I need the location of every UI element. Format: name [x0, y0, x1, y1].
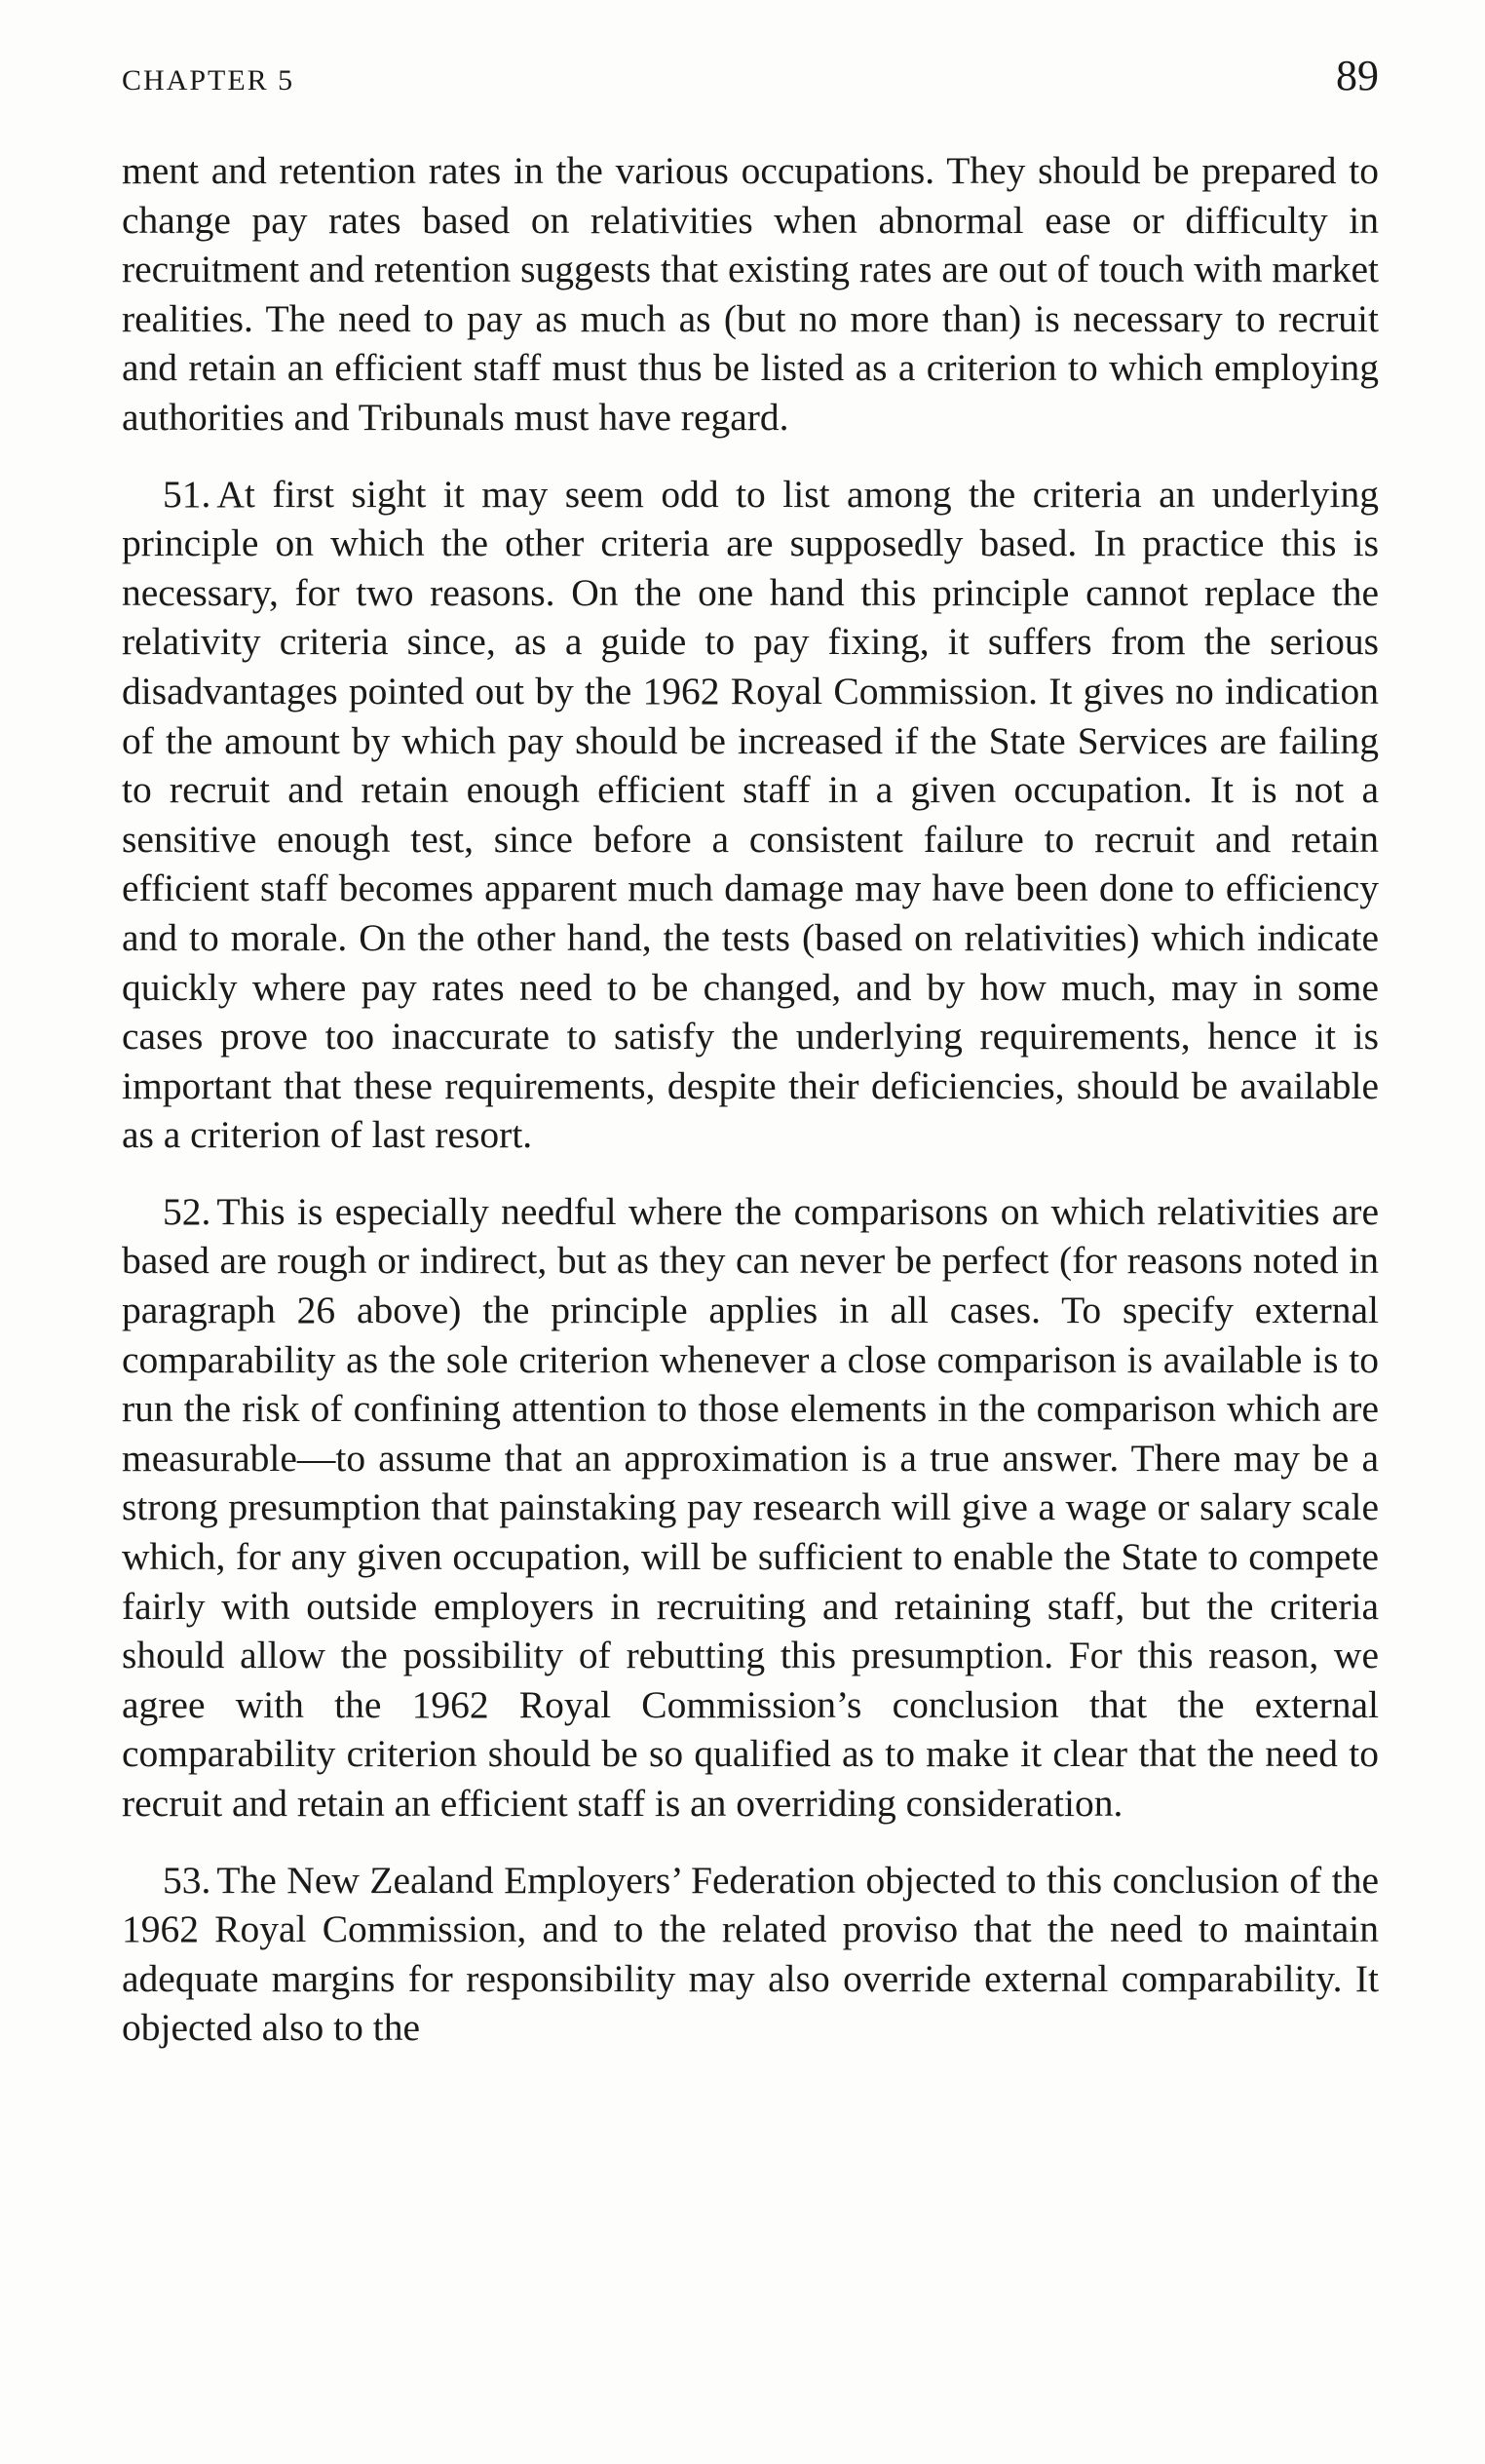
chapter-label: CHAPTER 5 — [122, 64, 295, 96]
paragraph-number: 53. — [163, 1858, 211, 1902]
paragraph-text: ment and retention rates in the various occupations. They should be prepared to change pay rates based on relativities when abnormal ease or difficulty in recruitment and retention suggests that existing rates are out of touch with market realities. The need to pay as much as (but no more than) is necessary to recruit and retain an efficient staff must thus be listed as a criterion to which employing authorities and Tribunals must have regard. — [122, 149, 1379, 439]
paragraph-number: 52. — [163, 1189, 211, 1233]
paragraph-text: At first sight it may seem odd to list among the criteria an underlying principle on which the other criteria are supposedly based. In practice this is necessary, for two reasons. On the one hand this principle cannot replace the relativity criteria since, as a guide to pay fixing, it suffers from the serious disadvantages pointed out by the 1962 Royal Commission. It gives no indication of the amount by which pay should be increased if the State Services are failing to recruit and retain enough efficient staff in a given occupation. It is not a sensitive enough test, since before a consistent failure to recruit and retain efficient staff becomes apparent much damage may have been done to efficiency and to morale. On the other hand, the tests (based on relativities) which indicate quickly where pay rates need to be changed, and by how much, may in some cases prove too inaccurate to satisfy the underlying requirements, hence it is important that these requirements, despite their deficiencies, should be available as a criterion of last resort. — [122, 472, 1379, 1157]
paragraph-number: 51. — [163, 472, 211, 516]
paragraph-53 — [122, 1856, 1379, 2053]
paragraph-text: The New Zealand Employers’ Federation objected to this conclusion of the 1962 Royal Commission, and to the related proviso that the need to maintain adequate margins for responsibility may also override external comparability. It objected also to the — [122, 1858, 1379, 2050]
paragraph-text: This is especially needful where the comparisons on which relativities are based are rough or indirect, but as they can never be perfect (for reasons noted in paragraph 26 above) the principle applies in all cases. To specify external comparability as the sole criterion whenever a close comparison is available is to run the risk of confining attention to those elements in the comparison which are measurable—to assume that an approximation is a true answer. There may be a strong presumption that painstaking pay research will give a wage or salary scale which, for any given occupation, will be sufficient to enable the State to compete fairly with outside employers in recruiting and retaining staff, but the criteria should allow the possibility of rebutting this presumption. For this reason, we agree with the 1962 Royal Commission’s conclusion that the external comparability criterion should be so qualified as to make it clear that the need to recruit and retain an efficient staff is an overriding consideration. — [122, 1189, 1379, 1825]
paragraph-continuation — [122, 146, 1379, 443]
page-number: 89 — [1336, 52, 1379, 99]
body-text — [122, 146, 1379, 2080]
running-head — [122, 51, 1379, 109]
paragraph-52 — [122, 1187, 1379, 1829]
paragraph-51 — [122, 470, 1379, 1160]
